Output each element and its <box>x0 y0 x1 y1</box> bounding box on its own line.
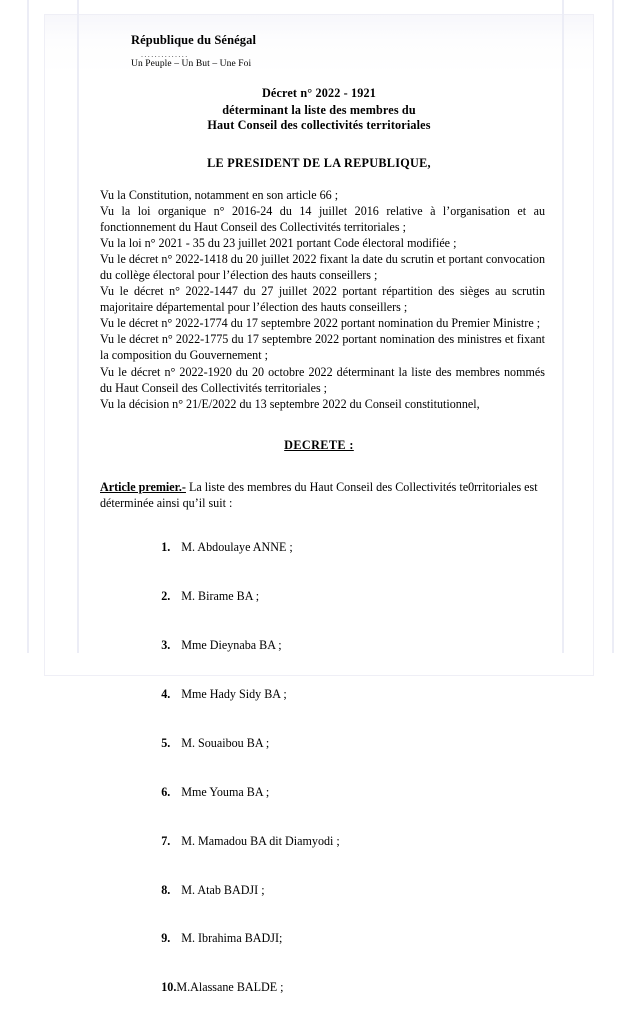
member-name: M. Souaibou BA ; <box>181 735 270 750</box>
members-list <box>45 523 593 1012</box>
list-item <box>131 719 593 768</box>
member-name: M. Mamadou BA dit Diamyodi ; <box>181 833 340 848</box>
member-name: M.Alassane BALDE ; <box>176 980 284 995</box>
decrete-heading-wrap <box>45 436 593 454</box>
list-item <box>131 914 593 963</box>
article-premier-body: La liste des membres du Haut Conseil des Collectivités te0rritoriales est déterminée ainsi qu’il suit : <box>100 479 538 510</box>
decree-title-block <box>45 86 593 134</box>
list-item <box>131 572 593 621</box>
member-number: 8. <box>161 882 171 897</box>
list-item <box>131 523 593 572</box>
visa-item: Vu le décret n° 2022-1774 du 17 septembre 2022 portant nomination du Premier Ministre ; <box>100 316 541 331</box>
letterhead <box>45 15 593 69</box>
member-number: 10. <box>161 980 177 995</box>
member-number: 2. <box>161 589 171 604</box>
page-content <box>45 15 593 1012</box>
visa-item: Vu la loi n° 2021 - 35 du 23 juillet 2021 portant Code électoral modifiée ; <box>100 235 457 250</box>
list-item <box>131 621 593 670</box>
visa-item: Vu le décret n° 2022-1418 du 20 juillet 2022 fixant la date du scrutin et portant convocation du collège électoral pour l’élection des hauts conseillers ; <box>100 251 545 282</box>
member-number: 3. <box>161 638 171 653</box>
list-item <box>131 816 593 865</box>
member-name: M. Birame BA ; <box>181 589 260 604</box>
article-premier-label: Article premier.- <box>100 479 186 494</box>
viewer-guide-rule-right-outer <box>612 0 614 653</box>
member-number: 6. <box>161 784 171 799</box>
member-number: 5. <box>161 735 171 750</box>
member-name: M. Ibrahima BADJI; <box>181 931 283 946</box>
member-name: Mme Dieynaba BA ; <box>181 638 282 653</box>
member-name: M. Abdoulaye ANNE ; <box>181 540 293 555</box>
member-number: 1. <box>161 540 171 555</box>
decrete-heading: DECRETE : <box>284 437 354 452</box>
member-number: 4. <box>161 686 171 701</box>
member-name: Mme Youma BA ; <box>181 784 270 799</box>
republic-title: République du Sénégal <box>131 33 257 47</box>
member-number: 7. <box>161 833 171 848</box>
visa-item: Vu la décision n° 21/E/2022 du 13 septembre 2022 du Conseil constitutionnel, <box>100 396 480 411</box>
visa-item: Vu la loi organique n° 2016-24 du 14 juillet 2016 relative à l’organisation et au fonctionnement du Haut Conseil des Collectivités territoriales ; <box>100 203 545 234</box>
decree-subject-line-1: déterminant la liste des membres du <box>222 102 416 117</box>
decree-number: Décret n° 2022 - 1921 <box>261 86 377 100</box>
visa-item: Vu le décret n° 2022-1775 du 17 septembre 2022 portant nomination des ministres et fixant la composition du Gouvernement ; <box>100 332 545 363</box>
letterhead-dotted-separator: .............. <box>141 50 189 59</box>
list-item <box>131 670 593 719</box>
visa-item: Vu le décret n° 2022-1920 du 20 octobre 2022 déterminant la liste des membres nommés du Haut Conseil des Collectivités territoriales ; <box>100 364 545 395</box>
member-number: 9. <box>161 931 171 946</box>
list-item <box>131 865 593 914</box>
document-page[interactable] <box>45 15 593 995</box>
member-name: Mme Hady Sidy BA ; <box>181 686 287 701</box>
president-heading: LE PRESIDENT DE LA REPUBLIQUE, <box>207 155 431 170</box>
visa-item: Vu le décret n° 2022-1447 du 27 juillet 2022 portant répartition des sièges au scrutin majoritaire départemental pour l’élection des hauts conseillers ; <box>100 284 545 315</box>
decree-subject-line-2: Haut Conseil des collectivités territoriales <box>207 118 431 132</box>
list-item <box>131 767 593 816</box>
visa-list <box>45 187 593 412</box>
visa-item: Vu la Constitution, notamment en son article 66 ; <box>100 187 339 202</box>
article-premier <box>45 479 593 511</box>
member-name: M. Atab BADJI ; <box>181 882 265 897</box>
national-motto: Un Peuple – Un But – Une Foi <box>131 59 252 69</box>
viewer-guide-rule-left-outer <box>27 0 29 653</box>
list-item <box>131 963 593 1012</box>
